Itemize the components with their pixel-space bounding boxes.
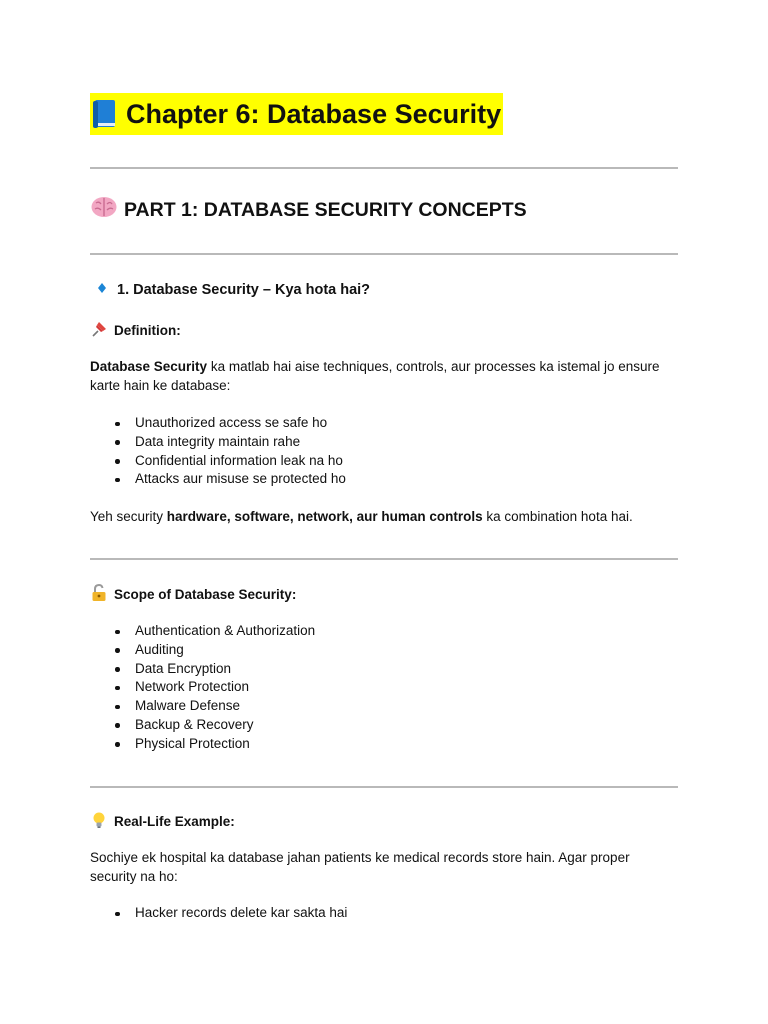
list-item: Confidential information leak na ho [90, 452, 346, 471]
scope-label-text: Scope of Database Security: [114, 587, 297, 602]
list-item: Hacker records delete kar sakta hai [90, 904, 347, 923]
example-paragraph: Sochiye ek hospital ka database jahan patients ke medical records store hain. Agar proper security na ho: [90, 850, 630, 884]
section-heading [90, 281, 370, 299]
scope-bullets [90, 622, 315, 754]
summary-bold: hardware, software, network, aur human controls [166, 509, 483, 524]
pushpin-icon [90, 320, 108, 341]
divider [90, 253, 678, 255]
list-item: Auditing [90, 641, 315, 660]
list-item: Unauthorized access se safe ho [90, 414, 346, 433]
divider [90, 558, 678, 560]
chapter-title [90, 93, 503, 135]
intro-text: ka matlab hai aise techniques, controls, aur processes ka istemal jo ensure karte hain ke database: [90, 359, 660, 393]
definition-label-text: Definition: [114, 323, 181, 338]
lock-icon [90, 584, 108, 605]
list-item: Data Encryption [90, 660, 315, 679]
list-item: Attacks aur misuse se protected ho [90, 470, 346, 489]
lightbulb-icon [90, 811, 108, 832]
definition-label [90, 320, 181, 341]
chapter-title-text: Chapter 6: Database Security [126, 98, 502, 129]
list-item: Network Protection [90, 678, 315, 697]
example-label [90, 811, 235, 832]
summary-paragraph [90, 508, 678, 527]
divider [90, 786, 678, 788]
list-item: Physical Protection [90, 735, 315, 754]
list-item: Data integrity maintain rahe [90, 433, 346, 452]
part-title-text: PART 1: DATABASE SECURITY CONCEPTS [124, 198, 527, 221]
blue-diamond-icon [90, 281, 117, 299]
divider [90, 167, 678, 169]
brain-icon [90, 195, 118, 225]
intro-bold: Database Security [90, 359, 208, 374]
list-item: Malware Defense [90, 697, 315, 716]
example-bullets [90, 904, 347, 923]
part-title [90, 195, 527, 225]
blue-book-icon [92, 99, 116, 129]
example-label-text: Real-Life Example: [114, 814, 235, 829]
list-item: Backup & Recovery [90, 716, 315, 735]
summary-suffix: ka combination hota hai. [482, 509, 633, 524]
summary-prefix: Yeh security [90, 509, 167, 524]
definition-bullets [90, 414, 346, 489]
section-heading-text: 1. Database Security – Kya hota hai? [117, 282, 371, 298]
scope-label [90, 584, 296, 605]
list-item: Authentication & Authorization [90, 622, 315, 641]
intro-paragraph [90, 358, 678, 395]
